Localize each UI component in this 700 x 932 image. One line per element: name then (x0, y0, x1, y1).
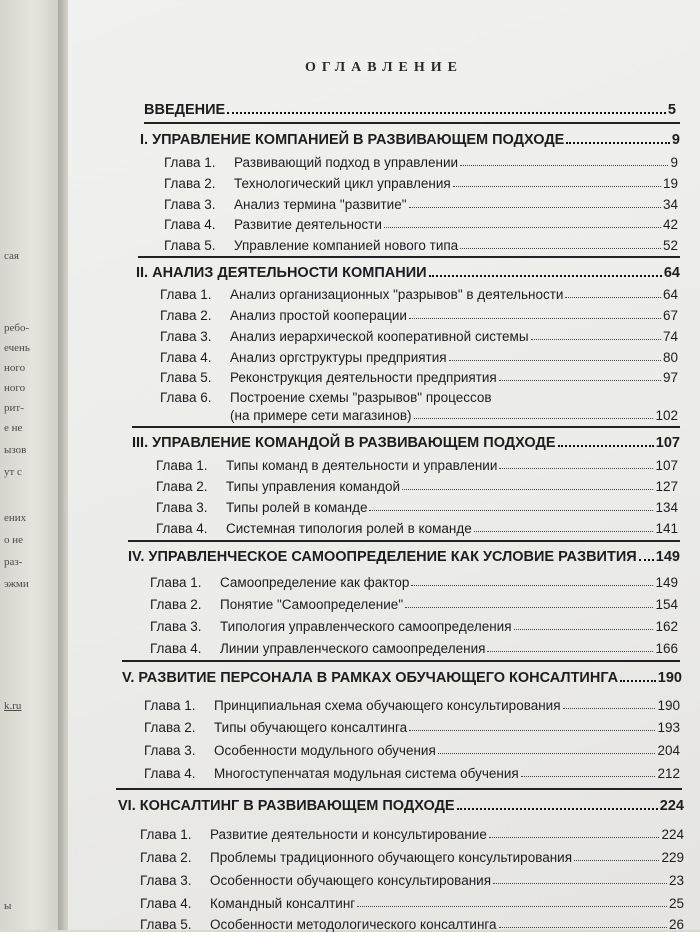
left-page-fragment: ного (4, 382, 26, 394)
chapter-label: Глава 2. (140, 850, 192, 865)
chapter-page: 25 (668, 896, 684, 911)
toc-section-1[interactable] (140, 128, 680, 148)
dot-leader (566, 142, 670, 144)
toc-chapter[interactable] (164, 192, 678, 212)
chapter-page: 193 (657, 720, 680, 735)
section-title: V. РАЗВИТИЕ ПЕРСОНАЛА В РАМКАХ ОБУЧАЮЩЕГО КОНСАЛТИНГА (122, 670, 619, 686)
toc-chapter[interactable] (144, 715, 680, 735)
dot-leader (565, 297, 661, 298)
dot-leader (369, 510, 653, 511)
dot-leader (438, 753, 656, 754)
section-title: I. УПРАВЛЕНИЕ КОМПАНИЕЙ В РАЗВИВАЮЩЕМ ПОДХОДЕ (140, 132, 565, 148)
intro-page: 5 (667, 102, 676, 118)
toc-chapter[interactable] (160, 385, 678, 405)
toc-chapter[interactable] (144, 693, 680, 713)
chapter-title: Развитие деятельности (234, 217, 382, 232)
chapter-label: Глава 1. (164, 155, 216, 170)
dot-leader (409, 730, 655, 731)
chapter-title: Анализ организационных "разрывов" в деятельности (230, 287, 564, 302)
section-title: II. АНАЛИЗ ДЕЯТЕЛЬНОСТИ КОМПАНИИ (136, 265, 427, 281)
chapter-title: Типология управленческого самоопределения (220, 619, 512, 634)
toc-chapter[interactable] (140, 822, 684, 842)
dot-leader (411, 585, 653, 586)
toc-section-4[interactable] (128, 545, 680, 565)
left-page-fragment: ного (4, 362, 26, 374)
chapter-title: Особенности модульного обучения (214, 743, 436, 758)
chapter-page: 162 (655, 619, 678, 634)
left-page-fragment: е не (4, 422, 23, 434)
toc-chapter[interactable] (150, 636, 678, 656)
chapter-title: Системная типология ролей в команде (226, 521, 472, 536)
chapter-title: Развивающий подход в управлении (234, 155, 459, 170)
chapter-page: 97 (662, 370, 678, 385)
toc-chapter[interactable] (150, 592, 678, 612)
toc-chapter[interactable] (156, 474, 678, 494)
section-divider (144, 122, 680, 124)
toc-chapter[interactable] (140, 868, 684, 888)
chapter-title: Линии управленческого самоопределения (220, 641, 486, 656)
chapter-page: 9 (670, 155, 678, 170)
toc-chapter[interactable] (156, 453, 678, 473)
chapter-label: Глава 3. (144, 743, 196, 758)
toc-chapter[interactable] (144, 738, 680, 758)
chapter-title: Самоопределение как фактор (220, 575, 410, 590)
chapter-title: Особенности методологического консалтинга (210, 917, 497, 932)
left-page-fragment: ут с (4, 466, 22, 478)
chapter-page: 166 (655, 641, 678, 656)
chapter-label: Глава 2. (150, 597, 202, 612)
chapter-title: Принципиальная схема обучающего консультирования (214, 698, 561, 713)
toc-chapter[interactable] (164, 150, 678, 170)
toc-chapter[interactable] (160, 324, 678, 344)
section-divider (128, 540, 680, 542)
chapter-title: Анализ термина "развитие" (234, 197, 407, 212)
toc-chapter[interactable] (140, 891, 684, 911)
chapter-title: Типы управления командой (226, 479, 401, 494)
intro-title: ВВЕДЕНИЕ (144, 102, 226, 118)
chapter-title: Развитие деятельности и консультирование (210, 827, 487, 842)
dot-leader (384, 227, 661, 228)
section-divider (132, 426, 680, 428)
chapter-label: Глава 1. (140, 827, 192, 842)
dot-leader (474, 531, 654, 532)
chapter-page: 149 (655, 575, 678, 590)
chapter-label: Глава 4. (160, 350, 212, 365)
chapter-label: Глава 5. (164, 238, 216, 253)
chapter-title: Анализ оргструктуры предприятия (230, 350, 447, 365)
chapter-label: Глава 3. (164, 197, 216, 212)
chapter-page: 141 (655, 521, 678, 536)
chapter-label: Глава 1. (144, 698, 196, 713)
chapter-title-line-2: (на примере сети магазинов) (230, 408, 412, 423)
chapter-page: 190 (657, 698, 680, 713)
chapter-label: Глава 4. (140, 896, 192, 911)
chapter-page: 42 (662, 217, 678, 232)
toc-chapter-continued[interactable] (230, 403, 678, 423)
chapter-title: Понятие "Самоопределение" (220, 597, 404, 612)
chapter-page: 52 (662, 238, 678, 253)
chapter-label: Глава 4. (150, 641, 202, 656)
left-page-fragment: рит- (4, 402, 24, 414)
chapter-page: 74 (662, 329, 678, 344)
dot-leader (489, 837, 660, 838)
section-divider (138, 256, 680, 258)
toc-chapter[interactable] (164, 233, 678, 253)
chapter-label: Глава 1. (150, 575, 202, 590)
toc-section-3[interactable] (132, 431, 680, 451)
toc-page (68, 0, 700, 930)
chapter-label: Глава 2. (164, 176, 216, 191)
chapter-title: Типы обучающего консалтинга (214, 720, 408, 735)
left-page-fragment: k.ru (4, 700, 22, 712)
left-page-fragment: ених (4, 512, 27, 524)
chapter-page: 80 (662, 350, 678, 365)
chapter-label: Глава 4. (164, 217, 216, 232)
chapter-page: 154 (655, 597, 678, 612)
dot-leader (402, 489, 653, 490)
left-page-fragment: ребо- (4, 322, 30, 334)
toc-chapter[interactable] (140, 845, 684, 865)
dot-leader (563, 708, 656, 709)
chapter-page: 26 (668, 917, 684, 932)
chapter-page: 127 (655, 479, 678, 494)
toc-chapter[interactable] (156, 516, 678, 536)
left-page-edge (0, 0, 62, 930)
toc-chapter[interactable] (160, 282, 678, 302)
dot-leader (429, 275, 662, 277)
dot-leader (487, 651, 653, 652)
dot-leader (227, 112, 666, 114)
dot-leader (457, 808, 658, 810)
chapter-page: 34 (662, 197, 678, 212)
toc-chapter[interactable] (164, 212, 678, 232)
left-page-fragment: ызов (4, 444, 27, 456)
toc-chapter[interactable] (150, 614, 678, 634)
chapter-title: Командный консалтинг (210, 896, 356, 911)
toc-intro[interactable] (144, 98, 676, 118)
chapter-label: Глава 2. (156, 479, 208, 494)
dot-leader (460, 165, 668, 166)
section-page: 9 (671, 132, 680, 148)
chapter-title: Управление компанией нового типа (234, 238, 459, 253)
chapter-page: 64 (662, 287, 678, 302)
toc-chapter[interactable] (156, 495, 678, 515)
dot-leader (453, 186, 661, 187)
dot-leader (514, 629, 654, 630)
chapter-title: Анализ иерархической кооперативной системы (230, 329, 529, 344)
toc-chapter[interactable] (164, 171, 678, 191)
section-divider (122, 660, 680, 662)
dot-leader (620, 680, 656, 682)
toc-chapter[interactable] (160, 365, 678, 385)
chapter-title: Типы ролей в команде (226, 500, 368, 515)
left-page-fragment: ечень (4, 342, 30, 354)
chapter-label: Глава 6. (160, 390, 212, 405)
dot-leader (499, 468, 653, 469)
chapter-title: Анализ простой кооперации (230, 308, 407, 323)
dot-leader (639, 559, 654, 561)
chapter-page: 212 (657, 766, 680, 781)
toc-chapter[interactable] (160, 303, 678, 323)
chapter-page: 67 (662, 308, 678, 323)
toc-chapter[interactable] (150, 570, 678, 590)
chapter-title: Многоступенчатая модульная система обучения (214, 766, 519, 781)
chapter-title: Особенности обучающего консультирования (210, 873, 492, 888)
chapter-page: 224 (661, 827, 684, 842)
chapter-label: Глава 4. (144, 766, 196, 781)
chapter-title: Типы команд в деятельности и управлении (226, 458, 498, 473)
section-page: 224 (659, 798, 684, 814)
chapter-title: Технологический цикл управления (234, 176, 451, 191)
chapter-label: Глава 2. (144, 720, 196, 735)
left-page-fragment: о не (4, 534, 24, 546)
dot-leader (414, 418, 654, 419)
chapter-page: 134 (655, 500, 678, 515)
left-page-fragment: ы (4, 900, 12, 912)
section-divider (116, 788, 682, 790)
chapter-label: Глава 5. (140, 917, 192, 932)
chapter-page: 19 (662, 176, 678, 191)
chapter-page: 102 (655, 408, 678, 423)
chapter-label: Глава 3. (160, 329, 212, 344)
toc-chapter[interactable] (140, 912, 684, 932)
chapter-label: Глава 3. (140, 873, 192, 888)
left-page-fragment: эжми (4, 578, 29, 590)
dot-leader (460, 248, 661, 249)
chapter-title: Проблемы традиционного обучающего консультирования (210, 850, 573, 865)
chapter-title: Построение схемы "разрывов" процессов (230, 390, 492, 405)
toc-chapter[interactable] (160, 345, 678, 365)
dot-leader (409, 207, 661, 208)
section-page: 149 (655, 549, 680, 565)
section-title: III. УПРАВЛЕНИЕ КОМАНДОЙ В РАЗВИВАЮЩЕМ ПОДХОДЕ (132, 435, 556, 451)
dot-leader (574, 860, 659, 861)
section-title: VI. КОНСАЛТИНГ В РАЗВИВАЮЩЕМ ПОДХОДЕ (118, 798, 455, 814)
chapter-label: Глава 4. (156, 521, 208, 536)
toc-title: ОГЛАВЛЕНИЕ (305, 60, 463, 75)
chapter-label: Глава 5. (160, 370, 212, 385)
section-page: 107 (655, 435, 680, 451)
toc-section-6[interactable] (118, 794, 684, 814)
dot-leader (449, 360, 661, 361)
toc-section-5[interactable] (122, 666, 682, 686)
chapter-page: 107 (655, 458, 678, 473)
section-page: 190 (657, 670, 682, 686)
chapter-label: Глава 3. (156, 500, 208, 515)
chapter-page: 229 (661, 850, 684, 865)
section-page: 64 (663, 265, 680, 281)
chapter-label: Глава 2. (160, 308, 212, 323)
left-page-fragment: раз- (4, 556, 23, 568)
dot-leader (493, 883, 667, 884)
chapter-label: Глава 1. (156, 458, 208, 473)
chapter-label: Глава 1. (160, 287, 212, 302)
left-page-fragment: сая (4, 250, 19, 262)
dot-leader (405, 607, 653, 608)
section-title: IV. УПРАВЛЕНЧЕСКОЕ САМООПРЕДЕЛЕНИЕ КАК УСЛОВИЕ РАЗВИТИЯ (128, 549, 637, 565)
chapter-page: 204 (657, 743, 680, 758)
dot-leader (531, 339, 661, 340)
toc-section-2[interactable] (136, 261, 680, 281)
dot-leader (558, 445, 654, 447)
dot-leader (521, 776, 656, 777)
chapter-label: Глава 3. (150, 619, 202, 634)
dot-leader (499, 927, 667, 928)
chapter-page: 23 (668, 873, 684, 888)
dot-leader (409, 318, 661, 319)
chapter-title: Реконструкция деятельности предприятия (230, 370, 497, 385)
toc-chapter[interactable] (144, 761, 680, 781)
dot-leader (499, 380, 661, 381)
dot-leader (357, 906, 667, 907)
